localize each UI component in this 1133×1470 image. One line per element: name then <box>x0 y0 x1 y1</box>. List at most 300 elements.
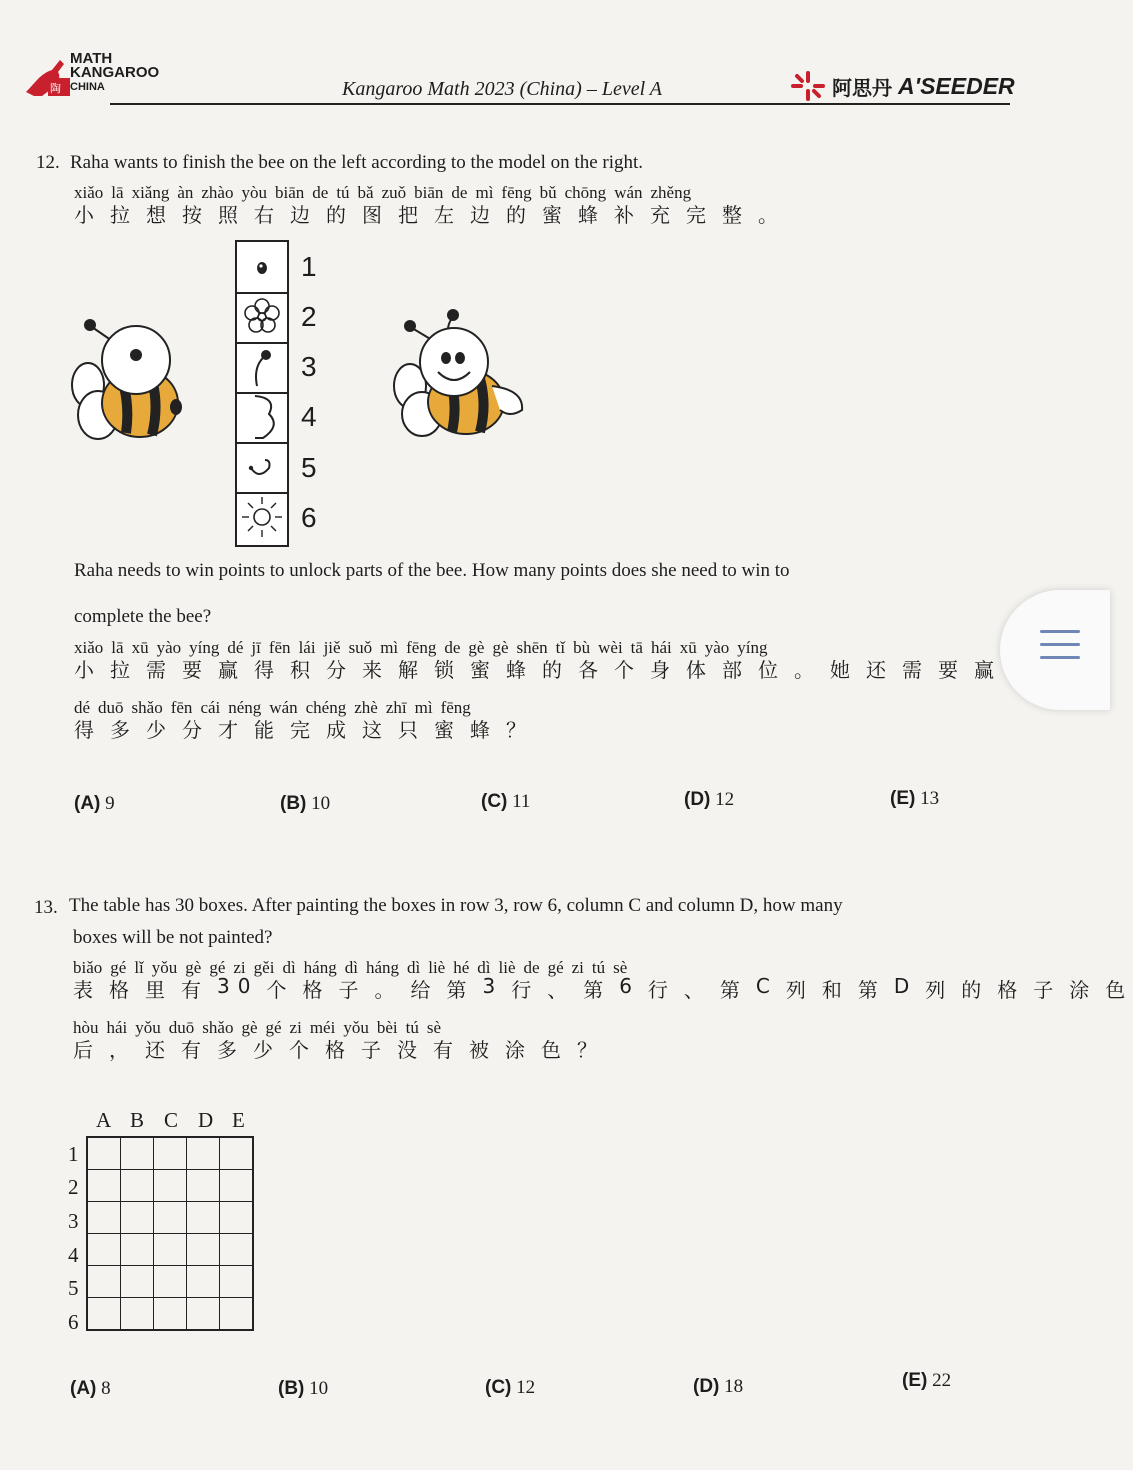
model-bee-figure <box>392 300 532 450</box>
hanzi-char: 完 <box>290 718 318 742</box>
pinyin-syllable: fēn <box>170 698 193 717</box>
pinyin-syllable: bù <box>573 638 591 657</box>
pinyin-syllable: sè <box>613 958 628 977</box>
hanzi-char: 第 <box>583 978 612 1002</box>
grid-cell <box>220 1202 254 1234</box>
hanzi-char: 没 <box>397 1038 425 1062</box>
hanzi-char: 才 <box>218 718 246 742</box>
pinyin-syllable: biǎo <box>73 958 103 977</box>
hanzi-char: 色 <box>1105 978 1133 1002</box>
pinyin-syllable: fēng <box>406 638 437 657</box>
pinyin-syllable: gé <box>110 958 127 977</box>
hanzi-char: 格 <box>997 978 1026 1002</box>
hanzi-char: 有 <box>181 978 209 1002</box>
hanzi-char: 涂 <box>1069 978 1098 1002</box>
pinyin-syllable: sè <box>426 1018 442 1037</box>
pinyin-syllable: mì <box>475 183 494 202</box>
pinyin-syllable: gěi <box>253 958 275 977</box>
grid-cell <box>121 1298 154 1331</box>
hanzi-char: 想 <box>146 203 174 227</box>
q12-chinese-line-2 <box>74 638 1002 683</box>
hanzi-char: 这 <box>362 718 390 742</box>
pinyin-syllable: tā <box>630 638 643 657</box>
pinyin-syllable: gé <box>265 1018 282 1037</box>
q12-option-e[interactable]: (E) 13 <box>890 788 940 809</box>
hanzi-char: 得 <box>74 718 102 742</box>
column-label-c: C <box>164 1108 179 1132</box>
q13-option-e[interactable]: (E) 22 <box>902 1370 952 1391</box>
pinyin-syllable: bèi <box>376 1018 398 1037</box>
pinyin-syllable: bǎ <box>357 183 374 202</box>
q13-option-a[interactable]: (A) 8 <box>70 1378 111 1399</box>
pinyin-syllable: biān <box>274 183 305 202</box>
hanzi-char: 完 <box>686 203 714 227</box>
pinyin-syllable: lǐ <box>134 958 144 977</box>
hanzi-char: 第 <box>719 978 748 1002</box>
q13-text-line-2: boxes will be not painted? <box>73 927 273 948</box>
grid-cell <box>154 1266 187 1298</box>
hanzi-char: 后 <box>73 1038 101 1062</box>
grid-row <box>87 1202 253 1234</box>
hanzi-char: ， <box>109 1038 137 1062</box>
q12-option-b[interactable]: (B) 10 <box>280 793 331 814</box>
hanzi-char: 位 <box>758 658 786 682</box>
pinyin-syllable: zuǒ <box>381 183 407 202</box>
pinyin-syllable: fēng <box>501 183 532 202</box>
pinyin-syllable: dì <box>407 958 421 977</box>
flower-icon <box>237 292 287 342</box>
pinyin-syllable: jiě <box>323 638 341 657</box>
pinyin-syllable: xiǎo <box>74 638 104 657</box>
grid-cell <box>154 1170 187 1202</box>
pinyin-syllable: yào <box>704 638 730 657</box>
grid-cell <box>121 1266 154 1298</box>
grid-cell <box>154 1202 187 1234</box>
hanzi-char: 有 <box>181 1038 209 1062</box>
pinyin-syllable: fēng <box>440 698 471 717</box>
pinyin-syllable: dé <box>74 698 91 717</box>
pinyin-syllable: háng <box>365 958 399 977</box>
pinyin-syllable: bǔ <box>539 183 557 202</box>
pinyin-syllable: shǎo <box>131 698 163 717</box>
hanzi-char: 子 <box>1033 978 1062 1002</box>
hanzi-char: 她 <box>830 658 858 682</box>
hanzi-char: 只 <box>398 718 426 742</box>
logo-line-3: CHINA <box>70 81 105 93</box>
bee-parts-strip <box>235 240 289 547</box>
hanzi-char: 涂 <box>505 1038 533 1062</box>
row-label-2: 2 <box>68 1175 79 1199</box>
pinyin-syllable: dì <box>477 958 491 977</box>
q13-option-d[interactable]: (D) 18 <box>693 1376 744 1397</box>
pinyin-syllable: gé <box>547 958 564 977</box>
hanzi-char: 少 <box>253 1038 281 1062</box>
hanzi-char: 蜂 <box>506 658 534 682</box>
part-flower-cell <box>237 292 287 344</box>
grid-cell <box>220 1170 254 1202</box>
grid-cell <box>87 1170 121 1202</box>
pinyin-syllable: xiǎo <box>74 183 104 202</box>
part-sun-cell <box>237 492 287 543</box>
q12-option-d[interactable]: (D) 12 <box>684 789 735 810</box>
hanzi-char: 和 <box>821 978 850 1002</box>
pinyin-syllable: shǎo <box>202 1018 234 1037</box>
grid-cell <box>121 1234 154 1266</box>
hanzi-char: 需 <box>146 658 174 682</box>
part-number-5: 5 <box>301 452 317 483</box>
pinyin-syllable: chéng <box>305 698 347 717</box>
pinyin-syllable: mì <box>414 698 433 717</box>
hanzi-char: 把 <box>398 203 426 227</box>
hanzi-char: 边 <box>290 203 318 227</box>
pinyin-syllable: gé <box>209 958 226 977</box>
pinyin-syllable: de <box>523 958 540 977</box>
hanzi-char: 充 <box>650 203 678 227</box>
pinyin-syllable: cái <box>200 698 221 717</box>
hanzi-row <box>74 714 674 743</box>
hanzi-char: 积 <box>290 658 318 682</box>
pinyin-syllable: gè <box>241 1018 258 1037</box>
hanzi-char: 图 <box>362 203 390 227</box>
hanzi-char: 个 <box>614 658 642 682</box>
hanzi-char: 解 <box>398 658 426 682</box>
hanzi-char: 第 <box>446 978 475 1002</box>
grid-cell <box>154 1234 187 1266</box>
grid-cell <box>154 1298 187 1331</box>
hanzi-row <box>73 1034 673 1063</box>
hanzi-char: 多 <box>217 1038 245 1062</box>
pinyin-syllable: yǒu <box>135 1018 161 1037</box>
hanzi-char: 能 <box>254 718 282 742</box>
hanzi-char: C <box>755 974 778 998</box>
pinyin-syllable: yòu <box>241 183 267 202</box>
hanzi-char: 列 <box>925 978 954 1002</box>
pinyin-syllable: biān <box>414 183 444 202</box>
pinyin-syllable: fēn <box>268 638 291 657</box>
pinyin-syllable: gè <box>468 638 485 657</box>
logo-line-1: MATH <box>70 50 113 67</box>
hanzi-char: 照 <box>218 203 246 227</box>
hanzi-char: ？ <box>577 1038 605 1062</box>
hanzi-row <box>74 199 834 228</box>
q12-number: 12. <box>36 152 60 173</box>
pinyin-syllable: méi <box>309 1018 336 1037</box>
pinyin-syllable: shēn <box>516 638 548 657</box>
grid-row <box>87 1170 253 1202</box>
q13-option-b[interactable]: (B) 10 <box>278 1378 329 1399</box>
hanzi-char: 行 <box>647 978 676 1002</box>
pinyin-syllable: tú <box>591 958 606 977</box>
grid-row <box>87 1298 253 1331</box>
hanzi-char: 子 <box>361 1038 389 1062</box>
logo-line-2: KANGAROO <box>70 64 160 81</box>
grid-cell <box>187 1298 220 1331</box>
pinyin-syllable: xū <box>131 638 149 657</box>
part-number-2: 2 <box>301 301 317 332</box>
hanzi-char: 补 <box>614 203 642 227</box>
hanzi-char: 第 <box>857 978 886 1002</box>
brand-english: A'SEEDER <box>898 72 1015 99</box>
pinyin-syllable: duō <box>168 1018 195 1037</box>
hanzi-row <box>73 974 1133 1003</box>
pinyin-syllable: lái <box>298 638 316 657</box>
row-label-5: 5 <box>68 1276 79 1300</box>
hanzi-char: 成 <box>326 718 354 742</box>
hanzi-char: 格 <box>302 978 331 1002</box>
hanzi-char: 30 <box>217 974 259 998</box>
pinyin-syllable: zhěng <box>650 183 692 202</box>
hanzi-char: 分 <box>182 718 210 742</box>
hanzi-char: 需 <box>902 658 930 682</box>
pinyin-syllable: tǐ <box>555 638 566 657</box>
grid-cell <box>121 1202 154 1234</box>
menu-line-icon <box>1040 656 1080 659</box>
part-antenna-cell <box>237 342 287 394</box>
hanzi-char: 的 <box>326 203 354 227</box>
grid-cell <box>187 1202 220 1234</box>
pinyin-syllable: mì <box>380 638 399 657</box>
grid-cell <box>121 1170 154 1202</box>
hanzi-char: 色 <box>541 1038 569 1062</box>
pinyin-syllable: dì <box>344 958 358 977</box>
pinyin-syllable: chōng <box>564 183 607 202</box>
hanzi-char: D <box>893 974 918 998</box>
hanzi-char: 子 <box>338 978 367 1002</box>
pinyin-syllable: hé <box>453 958 470 977</box>
hanzi-char: 蜜 <box>542 203 570 227</box>
hanzi-char: 整 <box>722 203 750 227</box>
part-number-1: 1 <box>301 251 317 282</box>
column-label-a: A <box>96 1108 112 1132</box>
hanzi-char: 蜂 <box>470 718 498 742</box>
q12-question-line-2: complete the bee? <box>74 606 212 627</box>
hanzi-char: 拉 <box>110 658 138 682</box>
hanzi-char: 小 <box>74 203 102 227</box>
hanzi-char: 还 <box>866 658 894 682</box>
hanzi-char: 左 <box>434 203 462 227</box>
hanzi-char: 3 <box>482 974 504 998</box>
grid-cell <box>87 1137 121 1170</box>
grid-cell <box>220 1234 254 1266</box>
pinyin-syllable: wán <box>614 183 643 202</box>
pinyin-syllable: de <box>451 183 468 202</box>
row-label-6: 6 <box>68 1310 79 1334</box>
grid-cell <box>187 1137 220 1170</box>
pinyin-syllable: wán <box>269 698 298 717</box>
q12-option-c[interactable]: (C) 11 <box>481 791 531 812</box>
pinyin-syllable: gè <box>492 638 509 657</box>
hanzi-char: 来 <box>362 658 390 682</box>
pinyin-syllable: dé <box>227 638 244 657</box>
floating-menu-button[interactable] <box>1000 590 1110 710</box>
pinyin-syllable: duō <box>98 698 124 717</box>
pinyin-syllable: hòu <box>73 1018 99 1037</box>
hanzi-char: 身 <box>650 658 678 682</box>
q12-chinese-line-3 <box>74 698 674 743</box>
sun-icon <box>237 492 287 543</box>
grid-row <box>87 1266 253 1298</box>
eye-icon <box>237 242 287 292</box>
row-label-3: 3 <box>68 1209 79 1233</box>
pinyin-syllable: yào <box>156 638 182 657</box>
hanzi-char: 。 <box>794 658 822 682</box>
antenna-icon <box>237 342 287 392</box>
hanzi-char: 边 <box>470 203 498 227</box>
pinyin-syllable: xiǎng <box>131 183 170 202</box>
column-label-d: D <box>198 1108 214 1132</box>
hanzi-char: 的 <box>542 658 570 682</box>
pinyin-syllable: liè <box>498 958 516 977</box>
grid-cell <box>187 1266 220 1298</box>
grid-cell <box>154 1137 187 1170</box>
hanzi-char: 个 <box>266 978 295 1002</box>
row-label-1: 1 <box>68 1142 79 1166</box>
pinyin-syllable: yǒu <box>151 958 178 977</box>
hanzi-char: 。 <box>374 978 403 1002</box>
grid-cell <box>220 1266 254 1298</box>
hanzi-char: 要 <box>938 658 966 682</box>
pinyin-syllable: yíng <box>737 638 768 657</box>
pinyin-syllable: xū <box>679 638 697 657</box>
math-kangaroo-logo <box>22 52 172 100</box>
hanzi-char: 蜂 <box>578 203 606 227</box>
hanzi-char: 按 <box>182 203 210 227</box>
pinyin-syllable: liè <box>428 958 446 977</box>
grid-cell <box>87 1266 121 1298</box>
brand-chinese: 阿思丹 <box>832 75 892 100</box>
hanzi-char: 格 <box>325 1038 353 1062</box>
grid-row <box>87 1137 253 1170</box>
q13-number: 13. <box>34 897 58 918</box>
aseeder-star-icon <box>790 70 826 102</box>
pinyin-syllable: jī <box>251 638 261 657</box>
pinyin-syllable: àn <box>177 183 194 202</box>
hanzi-char: 有 <box>433 1038 461 1062</box>
hanzi-char: 格 <box>109 978 137 1002</box>
pinyin-syllable: tú <box>336 183 350 202</box>
hanzi-char: 小 <box>74 658 102 682</box>
pinyin-syllable: lā <box>111 183 124 202</box>
grid-cell <box>87 1202 121 1234</box>
incomplete-bee-figure <box>70 315 190 455</box>
pinyin-syllable: yíng <box>189 638 220 657</box>
part-number-4: 4 <box>301 401 317 432</box>
pinyin-syllable: zi <box>289 1018 302 1037</box>
grid-table <box>86 1136 254 1331</box>
hanzi-char: 部 <box>722 658 750 682</box>
grid-cell <box>220 1137 254 1170</box>
pinyin-syllable: zi <box>571 958 584 977</box>
hanzi-char: 行 <box>511 978 540 1002</box>
menu-line-icon <box>1040 630 1080 633</box>
smile-icon <box>237 442 287 492</box>
pinyin-syllable: de <box>444 638 461 657</box>
pinyin-syllable: lā <box>111 638 124 657</box>
hanzi-char: 给 <box>410 978 439 1002</box>
hanzi-char: 锁 <box>434 658 462 682</box>
hanzi-char: 要 <box>182 658 210 682</box>
pinyin-syllable: de <box>312 183 329 202</box>
hanzi-row <box>74 654 1002 683</box>
aseeder-logo <box>790 70 1015 102</box>
part-number-6: 6 <box>301 502 317 533</box>
q12-chinese-line-1 <box>74 183 834 228</box>
hanzi-char: 拉 <box>110 203 138 227</box>
hanzi-char: 的 <box>961 978 990 1002</box>
q12-question-line-1: Raha needs to win points to unlock parts of the bee. How many points does she need to win to <box>74 560 790 581</box>
hanzi-char: ？ <box>506 718 534 742</box>
hanzi-char: 体 <box>686 658 714 682</box>
pinyin-syllable: gè <box>185 958 202 977</box>
menu-line-icon <box>1040 643 1080 646</box>
hanzi-char: 还 <box>145 1038 173 1062</box>
grid-cell <box>187 1234 220 1266</box>
pinyin-syllable: hái <box>650 638 672 657</box>
pinyin-syllable: yǒu <box>343 1018 369 1037</box>
q13-option-c[interactable]: (C) 12 <box>485 1377 536 1398</box>
grid-row <box>87 1234 253 1266</box>
hanzi-char: 多 <box>110 718 138 742</box>
q12-text: Raha wants to finish the bee on the left according to the model on the right. <box>70 152 644 173</box>
grid-cell <box>187 1170 220 1202</box>
part-number-3: 3 <box>301 351 317 382</box>
hanzi-char: 蜜 <box>470 658 498 682</box>
hanzi-char: 、 <box>683 978 712 1002</box>
hanzi-char: 列 <box>785 978 814 1002</box>
hanzi-char: 里 <box>145 978 173 1002</box>
pinyin-syllable: hái <box>106 1018 128 1037</box>
hanzi-char: 少 <box>146 718 174 742</box>
hanzi-char: 。 <box>758 203 786 227</box>
hanzi-char: 6 <box>619 974 640 998</box>
hanzi-char: 分 <box>326 658 354 682</box>
pinyin-syllable: zi <box>233 958 246 977</box>
hanzi-char: 得 <box>254 658 282 682</box>
q13-chinese-line-2 <box>73 1018 673 1063</box>
hanzi-char: 赢 <box>974 658 1002 682</box>
column-label-e: E <box>232 1108 245 1132</box>
q13-text-line-1: The table has 30 boxes. After painting the boxes in row 3, row 6, column C and column D, how many <box>69 895 843 916</box>
q12-option-a[interactable]: (A) 9 <box>74 793 115 814</box>
pinyin-syllable: zhào <box>201 183 234 202</box>
part-smile-cell <box>237 442 287 494</box>
grid-cell <box>220 1298 254 1331</box>
pinyin-syllable: suǒ <box>348 638 373 657</box>
pinyin-syllable: zhī <box>385 698 407 717</box>
hanzi-char: 个 <box>289 1038 317 1062</box>
pinyin-syllable: néng <box>228 698 262 717</box>
pinyin-syllable: tú <box>405 1018 419 1037</box>
grid-cell <box>87 1298 121 1331</box>
hanzi-char: 表 <box>73 978 101 1002</box>
svg-text:陶: 陶 <box>50 82 61 95</box>
column-label-b: B <box>130 1108 145 1132</box>
q13-chinese-line-1 <box>73 958 1133 1003</box>
wing-icon <box>237 392 287 442</box>
row-label-4: 4 <box>68 1243 79 1267</box>
hanzi-char: 各 <box>578 658 606 682</box>
grid-cell <box>87 1234 121 1266</box>
hanzi-char: 的 <box>506 203 534 227</box>
part-wing-cell <box>237 392 287 444</box>
pinyin-syllable: zhè <box>354 698 378 717</box>
hanzi-char: 右 <box>254 203 282 227</box>
part-eye-cell <box>237 242 287 294</box>
hanzi-char: 赢 <box>218 658 246 682</box>
pinyin-syllable: wèi <box>598 638 623 657</box>
hanzi-char: 被 <box>469 1038 497 1062</box>
hanzi-char: 、 <box>547 978 576 1002</box>
